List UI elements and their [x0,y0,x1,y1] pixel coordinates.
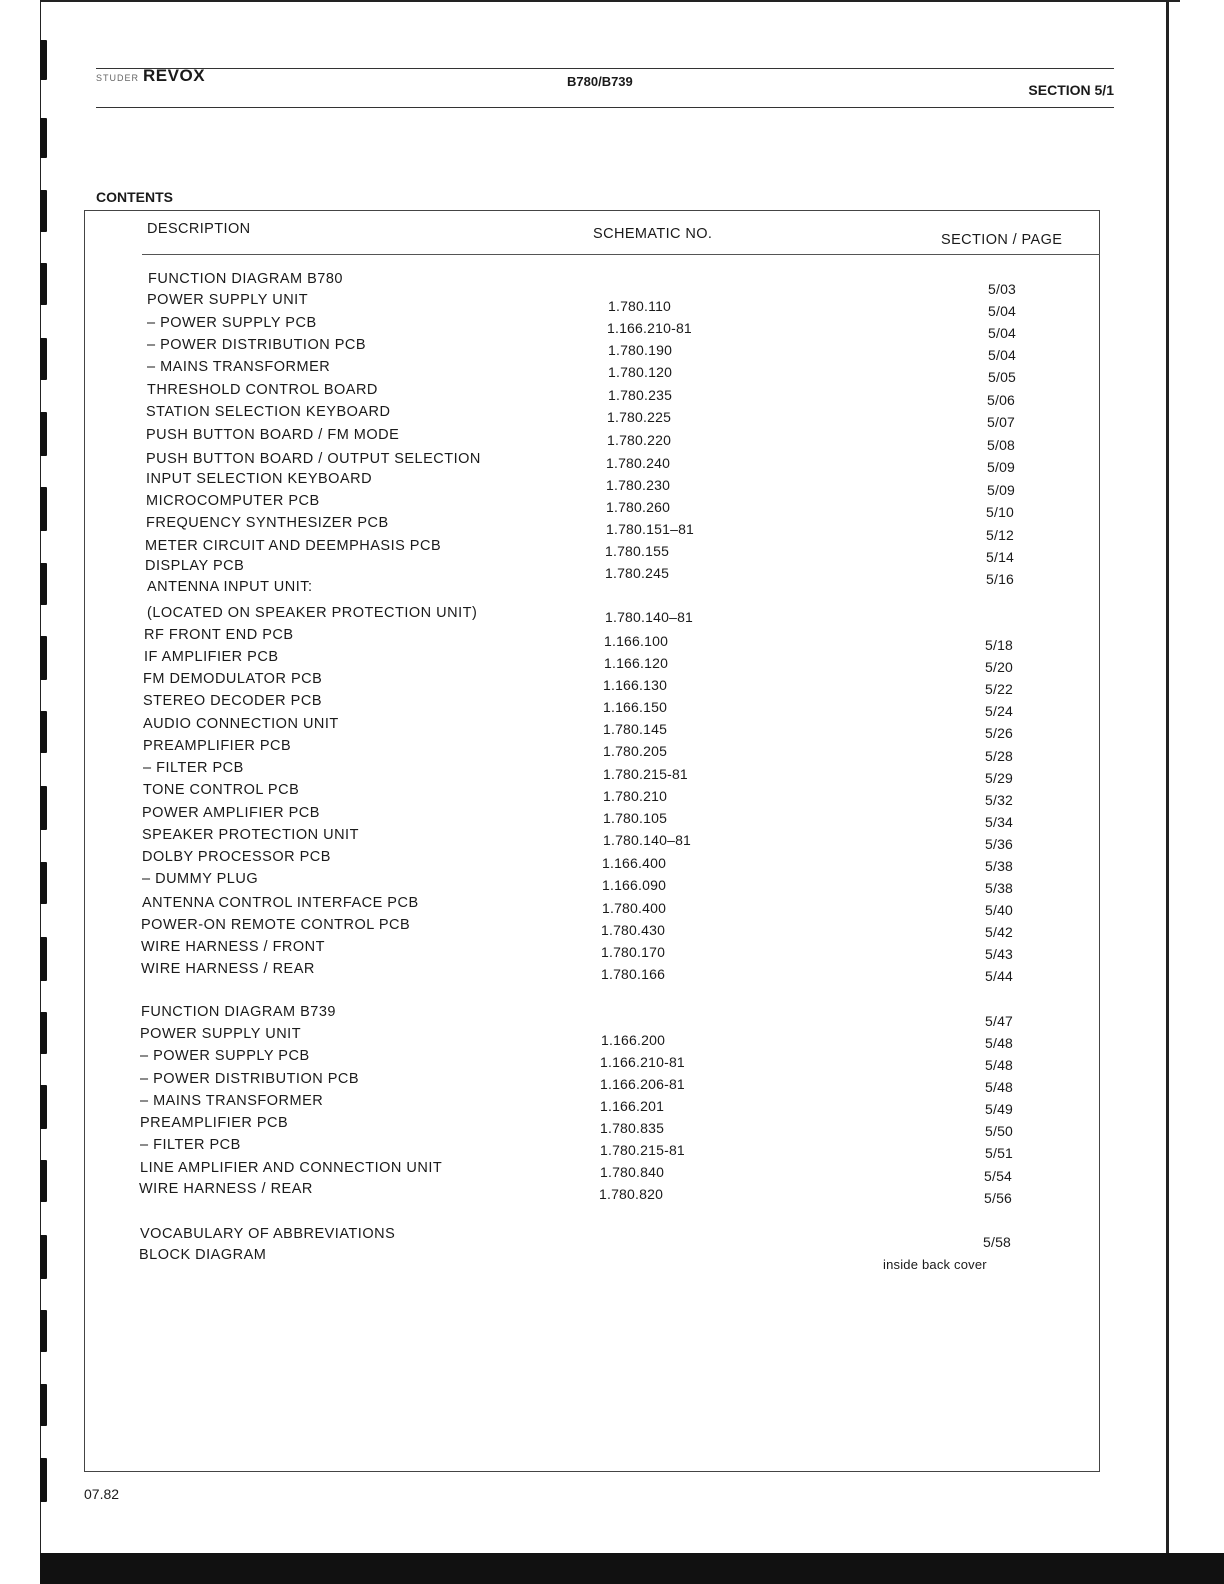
binder-mark [40,862,47,904]
row-description: POWER AMPLIFIER PCB [142,805,320,821]
issue-date: 07.82 [84,1486,120,1502]
binder-mark [40,636,47,680]
row-description: AUDIO CONNECTION UNIT [143,716,339,732]
page-edge-right [1166,0,1169,1555]
row-schematic-no: 1.780.120 [608,364,673,380]
row-description: FUNCTION DIAGRAM B739 [141,1004,336,1020]
row-schematic-no: 1.780.215-81 [603,766,688,782]
binder-mark [40,487,47,531]
row-description: MICROCOMPUTER PCB [146,493,320,509]
row-description: WIRE HARNESS / REAR [139,1181,313,1197]
row-description: – POWER DISTRIBUTION PCB [147,337,367,353]
row-schematic-no: 1.166.210-81 [600,1054,685,1070]
row-description: (LOCATED ON SPEAKER PROTECTION UNIT) [147,605,478,621]
row-section-page: 5/16 [986,571,1015,587]
row-section-page: 5/03 [988,281,1017,297]
row-description: – MAINS TRANSFORMER [147,359,331,375]
row-description: – FILTER PCB [143,760,244,776]
row-section-page: 5/05 [988,369,1017,385]
page-edge-top [40,0,1180,2]
row-section-page: 5/14 [986,549,1015,565]
row-section-page: 5/42 [985,924,1014,940]
row-schematic-no: 1.780.835 [600,1120,665,1136]
row-description: WIRE HARNESS / REAR [141,961,315,977]
row-section-page: 5/09 [987,482,1016,498]
row-schematic-no: 1.780.151–81 [606,521,695,537]
row-section-page: 5/20 [985,659,1014,675]
row-section-page: 5/34 [985,814,1014,830]
brand-name: REVOX [143,66,206,85]
row-schematic-no: 1.166.200 [601,1032,666,1048]
contents-table-frame [84,210,1100,1472]
row-section-page: 5/10 [986,504,1015,520]
model-number: B780/B739 [567,74,633,89]
page-edge-bottom [40,1553,1224,1584]
row-schematic-no: 1.780.260 [606,499,671,515]
row-section-page: 5/51 [985,1145,1014,1161]
row-schematic-no: 1.780.225 [607,409,672,425]
binder-mark [40,786,47,830]
binder-mark [40,412,47,456]
row-description: PUSH BUTTON BOARD / OUTPUT SELECTION [146,451,481,467]
row-section-page: 5/54 [984,1168,1013,1184]
row-section-page: inside back cover [883,1257,987,1272]
row-description: POWER SUPPLY UNIT [140,1026,302,1042]
row-description: FM DEMODULATOR PCB [143,671,323,687]
row-section-page: 5/58 [983,1234,1012,1250]
row-section-page: 5/44 [985,968,1014,984]
row-schematic-no: 1.780.840 [600,1164,665,1180]
row-schematic-no: 1.166.150 [603,699,668,715]
row-description: – POWER DISTRIBUTION PCB [140,1071,360,1087]
row-section-page: 5/26 [985,725,1014,741]
row-description: – POWER SUPPLY PCB [140,1048,310,1064]
row-description: IF AMPLIFIER PCB [144,649,279,665]
binder-mark [40,563,47,605]
row-description: ANTENNA CONTROL INTERFACE PCB [142,895,419,911]
row-section-page: 5/48 [985,1079,1014,1095]
row-description: ANTENNA INPUT UNIT: [147,579,313,595]
row-schematic-no: 1.780.430 [601,922,666,938]
row-description: PREAMPLIFIER PCB [143,738,292,754]
row-description: VOCABULARY OF ABBREVIATIONS [140,1226,396,1242]
row-section-page: 5/29 [985,770,1014,786]
row-section-page: 5/24 [985,703,1014,719]
row-description: DOLBY PROCESSOR PCB [142,849,331,865]
binder-mark [40,1384,47,1426]
row-section-page: 5/49 [985,1101,1014,1117]
row-section-page: 5/38 [985,880,1014,896]
row-description: PREAMPLIFIER PCB [140,1115,289,1131]
binder-mark [40,263,47,305]
row-description: – MAINS TRANSFORMER [140,1093,324,1109]
binder-mark [40,1160,47,1202]
row-schematic-no: 1.780.245 [605,565,670,581]
row-section-page: 5/12 [986,527,1015,543]
row-section-page: 5/22 [985,681,1014,697]
row-schematic-no: 1.780.230 [606,477,671,493]
section-number: SECTION 5/1 [1028,82,1114,98]
row-description: RF FRONT END PCB [144,627,294,643]
row-schematic-no: 1.780.166 [601,966,666,982]
row-schematic-no: 1.780.145 [603,721,668,737]
row-schematic-no: 1.780.215-81 [600,1142,685,1158]
row-schematic-no: 1.780.155 [605,543,670,559]
binder-mark [40,40,47,80]
row-section-page: 5/38 [985,858,1014,874]
row-schematic-no: 1.780.400 [602,900,667,916]
row-schematic-no: 1.166.130 [603,677,668,693]
row-schematic-no: 1.780.190 [608,342,673,358]
row-schematic-no: 1.780.220 [607,432,672,448]
header-rule-bottom [96,107,1114,108]
row-section-page: 5/04 [988,347,1017,363]
row-description: – POWER SUPPLY PCB [147,315,317,331]
binder-mark [40,1310,47,1352]
row-description: PUSH BUTTON BOARD / FM MODE [146,427,400,443]
row-schematic-no: 1.166.206-81 [600,1076,685,1092]
row-section-page: 5/28 [985,748,1014,764]
row-section-page: 5/48 [985,1035,1014,1051]
binder-mark [40,937,47,981]
row-description: INPUT SELECTION KEYBOARD [146,471,373,487]
maker-name: STUDER [96,73,140,83]
row-schematic-no: 1.780.205 [603,743,668,759]
row-section-page: 5/56 [984,1190,1013,1206]
binder-mark [40,1085,47,1129]
row-section-page: 5/07 [987,414,1016,430]
row-section-page: 5/40 [985,902,1014,918]
row-section-page: 5/36 [985,836,1014,852]
column-header-schematic: SCHEMATIC NO. [593,226,713,242]
row-schematic-no: 1.780.140–81 [605,609,694,625]
brand-logo [96,66,205,86]
row-section-page: 5/06 [987,392,1016,408]
row-schematic-no: 1.166.090 [602,877,667,893]
binder-mark [40,190,47,232]
row-description: LINE AMPLIFIER AND CONNECTION UNIT [140,1160,443,1176]
column-header-description: DESCRIPTION [147,221,251,237]
row-section-page: 5/43 [985,946,1014,962]
row-description: METER CIRCUIT AND DEEMPHASIS PCB [145,538,442,554]
row-schematic-no: 1.780.210 [603,788,668,804]
row-description: – DUMMY PLUG [142,871,259,887]
row-description: FREQUENCY SYNTHESIZER PCB [146,515,389,531]
row-section-page: 5/08 [987,437,1016,453]
row-section-page: 5/50 [985,1123,1014,1139]
contents-heading: CONTENTS [96,189,173,205]
row-description: POWER-ON REMOTE CONTROL PCB [141,917,411,933]
row-section-page: 5/04 [988,303,1017,319]
row-schematic-no: 1.166.120 [604,655,669,671]
row-section-page: 5/04 [988,325,1017,341]
row-schematic-no: 1.780.140–81 [603,832,692,848]
row-description: SPEAKER PROTECTION UNIT [142,827,359,843]
row-description: TONE CONTROL PCB [143,782,300,798]
row-description: STEREO DECODER PCB [143,693,322,709]
binder-mark [40,118,47,158]
row-schematic-no: 1.780.110 [608,298,672,314]
row-description: STATION SELECTION KEYBOARD [146,404,391,420]
row-section-page: 5/47 [985,1013,1014,1029]
binder-mark [40,338,47,380]
row-schematic-no: 1.780.820 [599,1186,664,1202]
row-section-page: 5/18 [985,637,1014,653]
row-description: – FILTER PCB [140,1137,241,1153]
row-schematic-no: 1.166.201 [600,1098,665,1114]
row-description: POWER SUPPLY UNIT [147,292,309,308]
row-section-page: 5/32 [985,792,1014,808]
row-description: BLOCK DIAGRAM [139,1247,267,1263]
row-description: FUNCTION DIAGRAM B780 [148,271,343,287]
row-schematic-no: 1.166.100 [604,633,669,649]
binder-mark [40,1012,47,1054]
row-schematic-no: 1.166.400 [602,855,667,871]
row-section-page: 5/09 [987,459,1016,475]
row-description: DISPLAY PCB [145,558,245,574]
row-schematic-no: 1.166.210-81 [607,320,692,336]
binder-mark [40,1458,47,1502]
row-description: THRESHOLD CONTROL BOARD [147,382,378,398]
row-description: WIRE HARNESS / FRONT [141,939,326,955]
row-schematic-no: 1.780.240 [606,455,671,471]
binder-mark [40,711,47,753]
binder-mark [40,1235,47,1279]
row-schematic-no: 1.780.105 [603,810,668,826]
row-section-page: 5/48 [985,1057,1014,1073]
row-schematic-no: 1.780.235 [608,387,673,403]
column-header-rule [142,254,1100,255]
header-rule-top [96,68,1114,69]
row-schematic-no: 1.780.170 [601,944,666,960]
column-header-section-page: SECTION / PAGE [941,232,1063,248]
